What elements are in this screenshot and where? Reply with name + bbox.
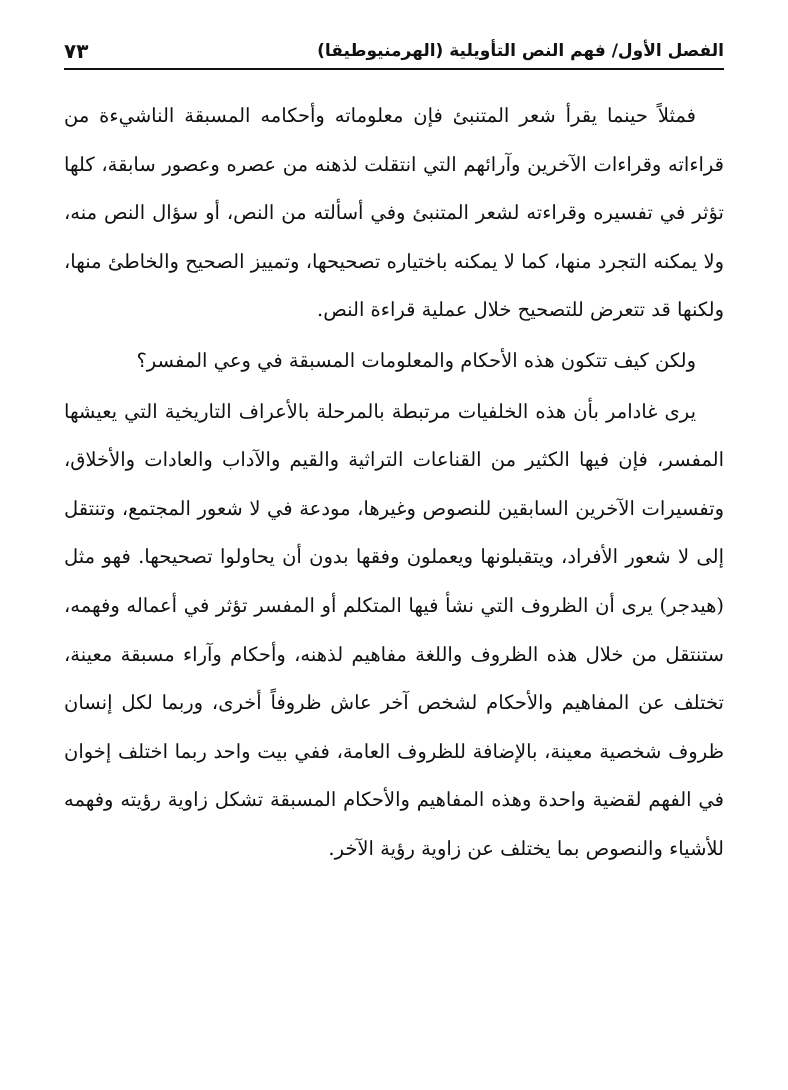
body-text bbox=[64, 92, 724, 874]
chapter-title: الفصل الأول/ فهم النص التأويلية (الهرمنيوطيقا) bbox=[317, 41, 724, 61]
paragraph: ولكن كيف تتكون هذه الأحكام والمعلومات المسبقة في وعي المفسر؟ bbox=[136, 348, 696, 372]
book-page bbox=[64, 22, 724, 1072]
page-number: ٧٣ bbox=[64, 39, 89, 63]
paragraph: يرى غادامر بأن هذه الخلفيات مرتبطة بالمرحلة بالأعراف التاريخية التي يعيشها المفسر، فإن فيها الكثير من القناعات التراثية والقيم والآداب والعادات والأخلاق، وتفسيرات الآخرين السابقين للنصوص وغيرها، مودعة في لا شعور المجتمع، وتنتقل إلى لا شعور الأفراد، ويتقبلونها ويعملون وفقها بدون أن يحاولوا تصحيحها. فهو مثل (هيدجر) يرى أن الظروف التي نشأ فيها المتكلم أو المفسر تؤثر في أعماله وفهمه، ستنتقل من خلال هذه الظروف واللغة مفاهيم لذهنه، وأحكام وآراء مسبقة معينة، تختلف عن المفاهيم والأحكام لشخص آخر عاش ظروفاً أخرى، وربما لكل إنسان ظروف شخصية معينة، بالإضافة للظروف العامة، ففي بيت واحد ربما اختلف إخوان في الفهم لقضية واحدة وهذه المفاهيم والأحكام المسبقة تشكل زاوية رؤيته وفهمه للأشياء والنصوص بما يختلف عن زاوية رؤية الآخر. bbox=[64, 399, 724, 860]
header-divider bbox=[64, 68, 724, 70]
paragraph: فمثلاً حينما يقرأ شعر المتنبئ فإن معلوماته وأحكامه المسبقة الناشيءة من قراءاته وقراءات الآخرين وآرائهم التي انتقلت لذهنه من عصره وعصور سابقة، كلها تؤثر في تفسيره وقراءته لشعر المتنبئ وفي أسألته من النص، أو سؤال النص منه، ولا يمكنه التجرد منها، كما لا يمكنه باختياره تصحيحها، وتمييز الصحيح والخاطئ منها، ولكنها قد تتعرض للتصحيح خلال عملية قراءة النص. bbox=[64, 104, 724, 322]
running-header bbox=[64, 22, 724, 64]
